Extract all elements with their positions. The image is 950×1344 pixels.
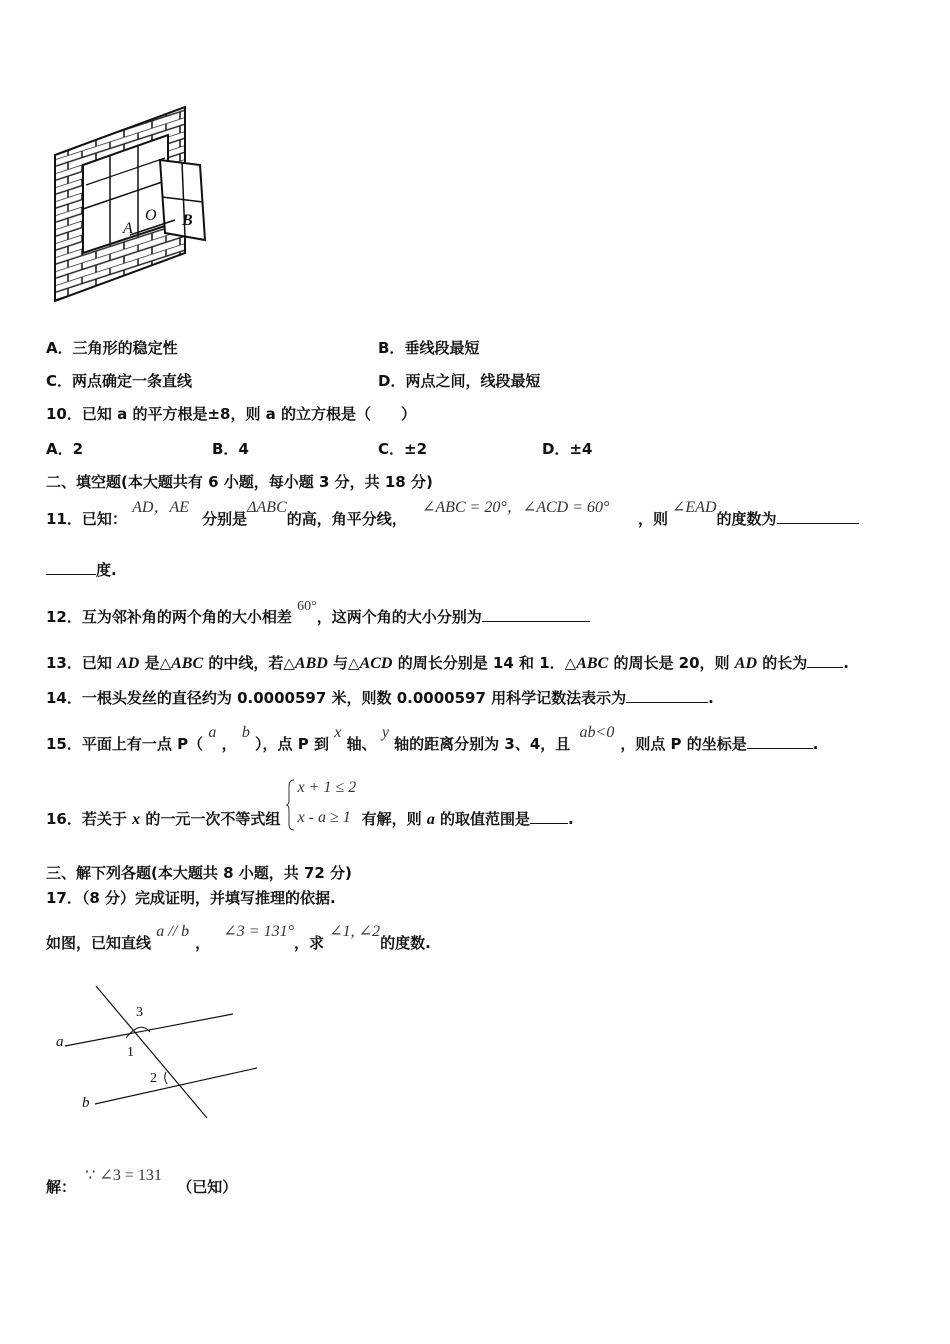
option-text: ±4: [569, 440, 593, 458]
q10-stem: 10．已知 a 的平方根是±8，则 a 的立方根是（ ）: [46, 405, 417, 423]
brick-wall-window-figure: [50, 105, 215, 305]
q17-stem: [46, 923, 431, 954]
option-text: 2: [72, 440, 84, 458]
q12: [46, 599, 590, 629]
figure-label-angle-1: 1: [127, 1045, 134, 1060]
q15-answer-blank[interactable]: [747, 733, 813, 749]
q16-text: .: [568, 810, 574, 828]
q13-math: ABC: [576, 655, 609, 672]
q15-text: ，: [221, 735, 237, 753]
q13-text: 的中线，若△: [203, 654, 295, 672]
q15-math: y: [381, 724, 389, 741]
q11-answer-blank[interactable]: [777, 508, 859, 524]
q11-math: ∠ABC = 20°，∠ACD = 60°: [421, 499, 610, 516]
section-heading-solve: 三、解下列各题(本大题共 8 小题，共 72 分): [46, 864, 352, 882]
figure-label-angle-3: 3: [136, 1005, 143, 1020]
option-text: 垂线段最短: [404, 339, 480, 357]
q15-math: x: [334, 724, 342, 741]
option-letter: A．: [46, 339, 73, 357]
q16-text: 的一元一次不等式组: [140, 810, 281, 828]
q10-option-d[interactable]: [542, 438, 592, 459]
q16-system-line-1: x + 1 ≤ 2: [297, 779, 357, 796]
q13-math: ABD: [294, 655, 328, 672]
option-letter: C．: [378, 440, 405, 458]
option-text: 两点确定一条直线: [72, 372, 193, 390]
q17-math: a // b: [156, 923, 190, 940]
q11-line-1: [46, 499, 859, 530]
q13-text: 的周长分别是 14 和 1．△: [392, 654, 577, 672]
q13-text: 与△: [327, 654, 360, 672]
option-text: 两点之间，线段最短: [405, 372, 541, 390]
q9-option-d[interactable]: [378, 370, 540, 391]
solution-label: 解：: [46, 1178, 77, 1196]
solution-reason: （已知）: [177, 1178, 238, 1196]
q12-math: 60°: [297, 599, 317, 614]
q13-text: 的长为: [757, 654, 808, 672]
q10-option-c[interactable]: [378, 438, 427, 459]
q11-line-2: [46, 559, 117, 580]
q11-text: ，则: [637, 510, 668, 528]
q17-text: ，求: [294, 934, 325, 952]
q16-text: 16．若关于: [46, 810, 133, 828]
q9-option-c[interactable]: [46, 370, 192, 391]
q14-answer-blank[interactable]: [626, 687, 708, 703]
q16-text: 有解，则: [361, 810, 427, 828]
q13-text: .: [843, 654, 849, 672]
q15-math: a: [208, 724, 217, 741]
q12-answer-blank[interactable]: [482, 606, 590, 622]
q13-math: AD: [117, 655, 140, 672]
figure-label-a: A: [123, 220, 133, 237]
q9-option-b[interactable]: [378, 337, 479, 358]
q15-text: ），点 P 到: [255, 735, 329, 753]
q12-text: 12．互为邻补角的两个角的大小相差: [46, 608, 292, 626]
q12-text: ，这两个角的大小分别为: [316, 608, 482, 626]
q17-math: ∠1, ∠2: [329, 923, 381, 940]
option-text: 4: [238, 440, 249, 458]
q17-math: ∠3 = 131°: [223, 923, 294, 940]
q17-text: 如图，已知直线: [46, 934, 152, 952]
figure-label-b: B: [182, 212, 193, 229]
q13-math: AD: [734, 655, 758, 672]
q10-option-b[interactable]: [212, 438, 249, 459]
figure-label-line-a: a: [56, 1034, 64, 1050]
q11-answer-blank-continued[interactable]: [46, 559, 96, 575]
q17-solution: [46, 1167, 238, 1198]
option-text: 三角形的稳定性: [72, 339, 178, 357]
q13-math: ABC: [171, 655, 204, 672]
q11-text: 度.: [96, 561, 117, 579]
q15-text: 轴的距离分别为 3、4，且: [394, 735, 571, 753]
q13-text: 的周长是 20，则: [608, 654, 735, 672]
q17-text: ，: [195, 934, 211, 952]
q15-text: .: [812, 735, 819, 753]
q15-math: ab<0: [579, 724, 615, 741]
q13-answer-blank[interactable]: [807, 652, 843, 668]
q11-math: ∠EAD: [672, 499, 717, 516]
option-letter: C．: [46, 372, 73, 390]
q16: [46, 779, 574, 830]
q16-text: 的取值范围是: [434, 810, 531, 828]
q11-math: ΔABC: [247, 499, 287, 516]
q13-text: 13．已知: [46, 654, 118, 672]
q14-text: 14．一根头发丝的直径约为 0.0000597 米，则数 0.0000597 用科学记数法表示为: [46, 689, 627, 707]
q16-math: x: [132, 811, 141, 828]
q11-math: AD，AE: [132, 499, 189, 516]
q13: [46, 652, 849, 674]
option-letter: B．: [212, 440, 239, 458]
option-letter: D．: [542, 440, 570, 458]
option-letter: A．: [46, 440, 73, 458]
q16-system-line-2: x - a ≥ 1: [297, 809, 351, 826]
q15-math: b: [241, 724, 250, 741]
q15-text: 15．平面上有一点 P（: [46, 735, 204, 753]
q17-text: 的度数.: [380, 934, 431, 952]
q16-inequality-system: [286, 779, 362, 826]
figure-label-angle-2: 2: [150, 1071, 157, 1086]
q16-math: a: [426, 811, 435, 828]
figure-label-line-b: b: [82, 1095, 90, 1111]
q9-option-a[interactable]: [46, 337, 178, 358]
option-letter: D．: [378, 372, 406, 390]
q15-text: ，则点 P 的坐标是: [620, 735, 747, 753]
parallel-lines-figure: [50, 980, 265, 1120]
figure-label-o: O: [145, 207, 157, 224]
left-brace-icon: [286, 778, 296, 832]
q15-text: 轴、: [346, 735, 377, 753]
q13-math: ACD: [359, 655, 393, 672]
q14-text: .: [708, 689, 714, 707]
q11-text: 分别是: [202, 510, 248, 528]
option-text: ±2: [404, 440, 428, 458]
q17-title: 17．（8 分）完成证明，并填写推理的依据.: [46, 889, 336, 907]
q11-text: 11．已知：: [46, 510, 127, 528]
section-heading-fill-in: 二、填空题(本大题共有 6 小题，每小题 3 分，共 18 分): [46, 473, 433, 491]
q10-option-a[interactable]: [46, 438, 83, 459]
q15: [46, 724, 819, 755]
solution-math: ∵ ∠3 = 131: [85, 1167, 162, 1184]
q14: [46, 687, 714, 708]
option-letter: B．: [378, 339, 405, 357]
q16-answer-blank[interactable]: [530, 808, 568, 824]
q11-text: 的高，角平分线，: [286, 510, 407, 528]
q13-text: 是△: [139, 654, 172, 672]
q11-text: 的度数为: [716, 510, 777, 528]
